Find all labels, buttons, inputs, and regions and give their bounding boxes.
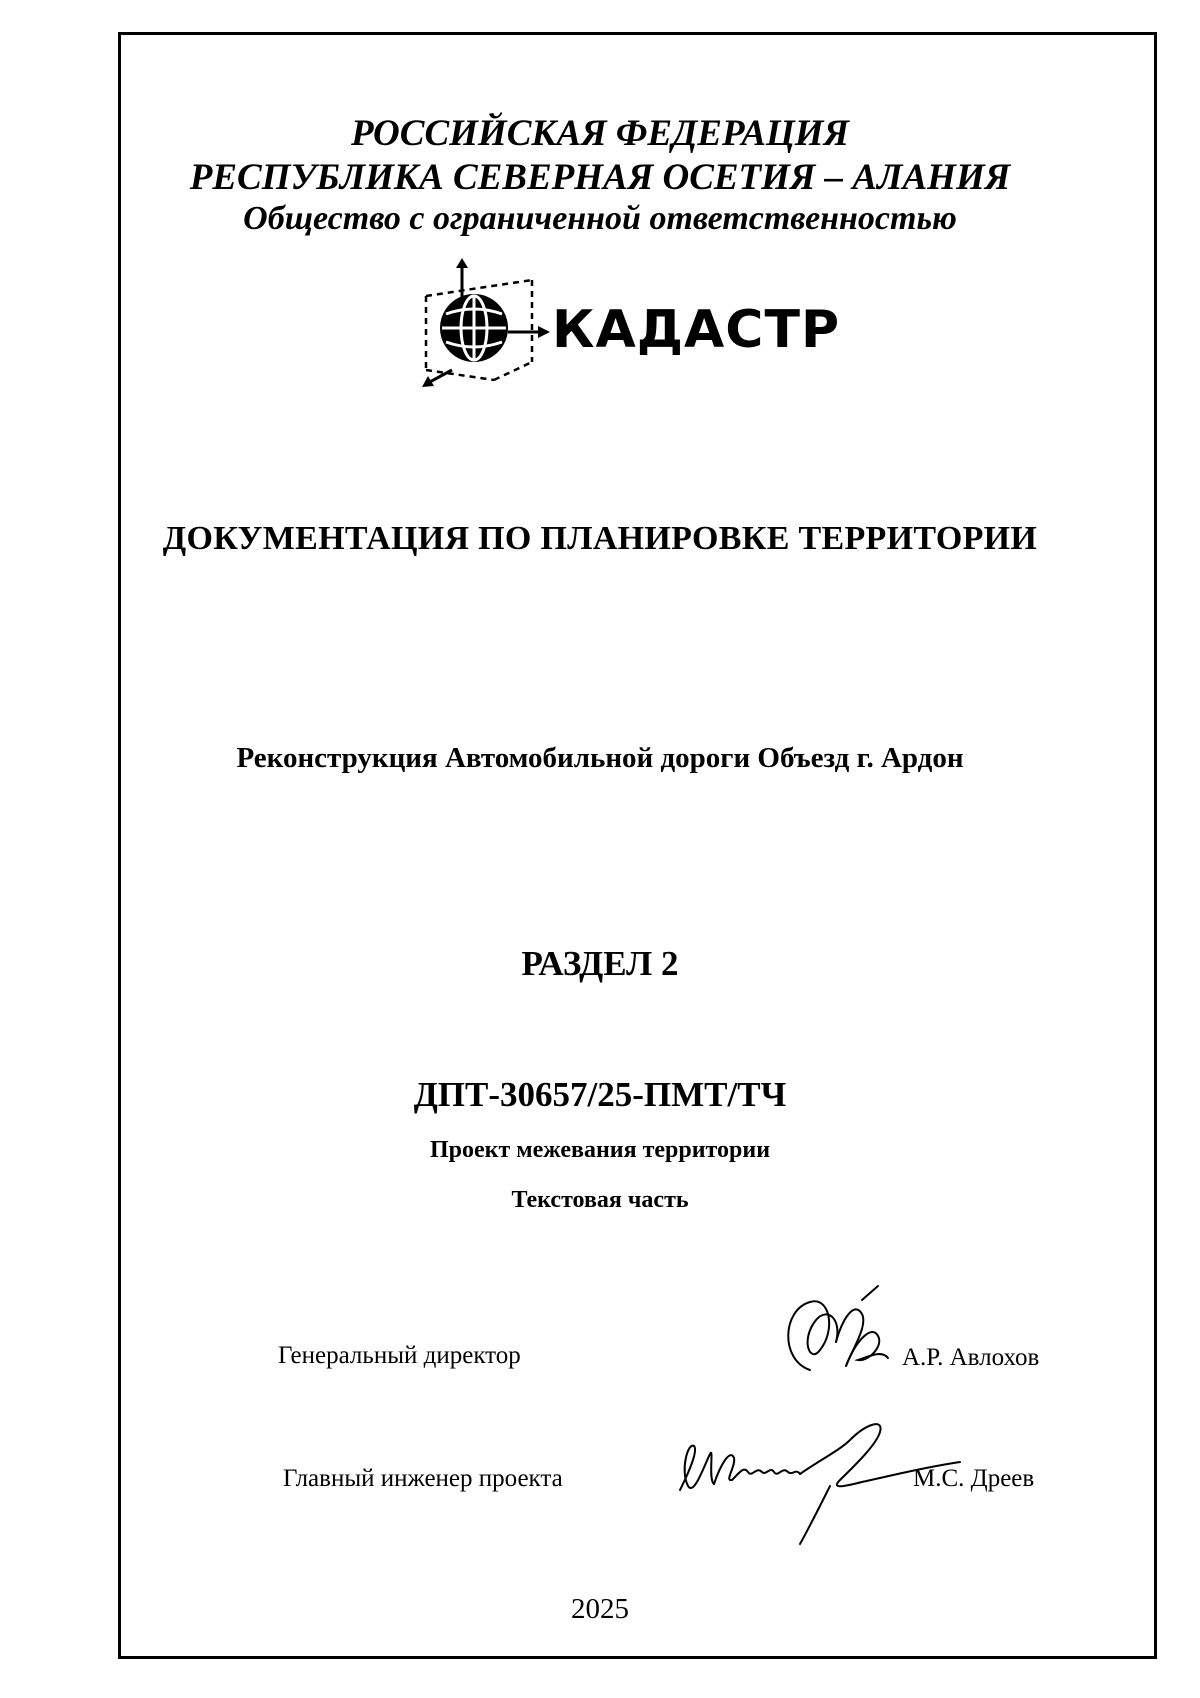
signature-chief-engineer: [670, 1410, 990, 1550]
signatory-role-director: Генеральный директор: [278, 1342, 521, 1369]
globe-icon: [412, 258, 562, 393]
signatory-name-director: А.Р. Авлохов: [902, 1344, 1040, 1371]
signature-director: [770, 1280, 910, 1390]
document-title: ДОКУМЕНТАЦИЯ ПО ПЛАНИРОВКЕ ТЕРРИТОРИИ: [162, 520, 1038, 557]
document-subtitle: Проект межевания территории: [429, 1137, 771, 1163]
logo-text: КАДАСТР: [552, 300, 841, 360]
header-company-type: Общество с ограниченной ответственностью: [243, 200, 957, 237]
document-code: ДПТ-30657/25-ПМТ/ТЧ: [413, 1075, 787, 1114]
signatory-role-chief-engineer: Главный инженер проекта: [283, 1465, 563, 1492]
header-country: РОССИЙСКАЯ ФЕДЕРАЦИЯ: [350, 113, 850, 154]
signatory-name-chief-engineer: М.С. Дреев: [913, 1465, 1035, 1492]
project-name: Реконструкция Автомобильной дороги Объезд г. Ардон: [236, 742, 964, 774]
company-logo: [412, 258, 841, 393]
document-year: 2025: [571, 1593, 629, 1625]
header-republic: РЕСПУБЛИКА СЕВЕРНАЯ ОСЕТИЯ – АЛАНИЯ: [189, 157, 1011, 198]
section-number: РАЗДЕЛ 2: [521, 944, 679, 983]
document-part: Текстовая часть: [511, 1187, 689, 1213]
